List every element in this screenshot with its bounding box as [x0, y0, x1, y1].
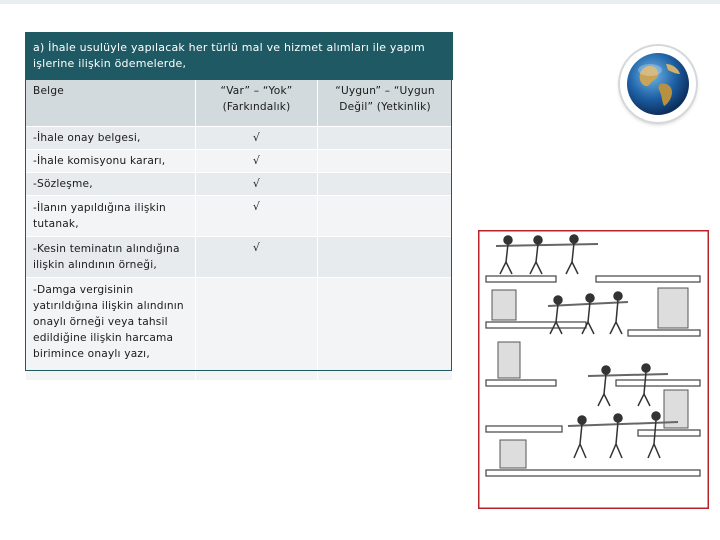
table-row: [26, 237, 453, 278]
row-check-var: [196, 278, 318, 381]
globe-icon: [620, 46, 696, 122]
row-check-var: √: [196, 196, 318, 237]
header-uygun-line2: Değil” (Yetkinlik): [339, 101, 431, 113]
row-label: -İlanın yapıldığına ilişkin tutanak,: [26, 196, 196, 237]
header-uygun: [318, 80, 453, 127]
row-label: -Kesin teminatın alındığına ilişkin alındının örneği,: [26, 237, 196, 278]
table-row: [26, 196, 453, 237]
table-row: [26, 278, 453, 381]
table-title: a) İhale usulüyle yapılacak her türlü mal ve hizmet alımları ile yapım işlerine ilişkin ödemelerde,: [26, 33, 453, 80]
row-check-uygun: [318, 173, 453, 196]
row-label: -İhale komisyonu kararı,: [26, 150, 196, 173]
row-check-var: √: [196, 173, 318, 196]
workers-illustration: [478, 230, 709, 509]
row-check-var: √: [196, 127, 318, 150]
row-label: -Damga vergisinin yatırıldığına ilişkin alındının onaylı örneği veya tahsil edildiğine ilişkin harcama birimince onaylı yazı,: [26, 278, 196, 381]
table-header-row: [26, 80, 453, 127]
row-check-var: √: [196, 237, 318, 278]
table-row: [26, 127, 453, 150]
row-check-uygun: [318, 127, 453, 150]
table-row: [26, 173, 453, 196]
top-rule: [0, 0, 720, 4]
row-label: -Sözleşme,: [26, 173, 196, 196]
header-uygun-line1: “Uygun” – “Uygun: [335, 85, 435, 97]
header-belge: Belge: [26, 80, 196, 127]
header-var-yok: [196, 80, 318, 127]
row-label: -İhale onay belgesi,: [26, 127, 196, 150]
table-row: [26, 150, 453, 173]
header-var-yok-line1: “Var” – “Yok”: [220, 85, 293, 97]
document-table: [25, 32, 453, 381]
row-check-uygun: [318, 278, 453, 381]
row-check-uygun: [318, 150, 453, 173]
header-var-yok-line2: (Farkındalık): [222, 101, 291, 113]
row-check-uygun: [318, 237, 453, 278]
row-check-var: √: [196, 150, 318, 173]
row-check-uygun: [318, 196, 453, 237]
globe-logo: [620, 46, 696, 122]
